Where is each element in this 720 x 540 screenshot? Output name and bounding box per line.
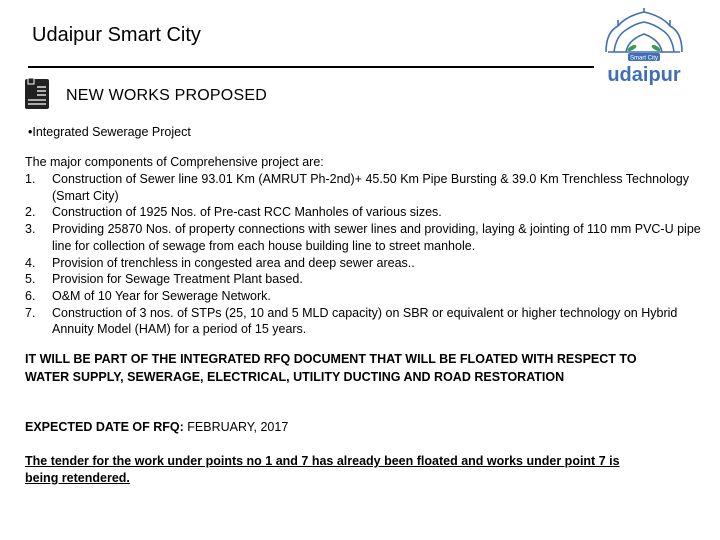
list-item <box>25 288 715 305</box>
palace-emblem-icon <box>606 8 682 52</box>
list-item <box>25 221 715 254</box>
item-text: Provision for Sewage Treatment Plant based. <box>52 272 303 287</box>
item-text: Construction of 1925 Nos. of Pre-cast RCC Manholes of various sizes. <box>52 205 442 220</box>
item-number: 1. <box>25 172 36 186</box>
item-number: 4. <box>25 255 36 270</box>
list-item <box>25 204 715 221</box>
item-number: 5. <box>25 272 36 287</box>
project-bullet: •Integrated Sewerage Project <box>28 125 191 139</box>
list-item <box>25 271 715 288</box>
list-item <box>25 305 715 338</box>
item-text: Construction of Sewer line 93.01 Km (AMRUT Ph-2nd)+ 45.50 Km Pipe Bursting & 39.0 Km Trenchless Technology (Smart City) <box>52 172 690 203</box>
list-item <box>25 171 715 204</box>
logo-small-text: Smart City <box>629 55 659 62</box>
rfq-date-label: EXPECTED DATE OF RFQ: <box>25 420 184 434</box>
leaf-accent-icon <box>627 44 662 52</box>
rfq-note: IT WILL BE PART OF THE INTEGRATED RFQ DOCUMENT THAT WILL BE FLOATED WITH RESPECT TO WATER SUPPLY, SEWERAGE, ELECTRICAL, UTILITY DUCTING AND ROAD RESTORATION <box>25 352 637 384</box>
section-heading: NEW WORKS PROPOSED <box>66 87 267 104</box>
item-text: Construction of 3 nos. of STPs (25, 10 and 5 MLD capacity) on SBR or equivalent or higher technology on Hybrid Annuity Model (HAM) for a period of 15 years. <box>52 305 678 337</box>
tender-note: The tender for the work under points no 1 and 7 has already been floated and works under point 7 is being retendered. <box>25 454 620 485</box>
item-number: 7. <box>25 305 36 320</box>
item-text: Providing 25870 Nos. of property connections with sewer lines and providing, laying & jointing of 110 mm PVC-U pipe line for collection of sewage from each house building line to street manhole. <box>52 222 701 253</box>
page-title: Udaipur Smart City <box>32 24 201 46</box>
item-number: 6. <box>25 288 36 303</box>
item-text: Provision of trenchless in congested area and deep sewer areas.. <box>52 255 415 270</box>
item-number: 3. <box>25 222 36 237</box>
udaipur-smart-city-logo <box>596 8 692 88</box>
item-text: O&M of 10 Year for Sewerage Network. <box>52 288 271 303</box>
list-item <box>25 255 715 272</box>
title-divider <box>28 66 594 68</box>
document-icon <box>24 78 50 110</box>
intro-text: The major components of Comprehensive project are: <box>25 155 324 169</box>
rfq-date-value: FEBRUARY, 2017 <box>187 420 289 434</box>
item-number: 2. <box>25 205 36 220</box>
components-list <box>25 171 715 338</box>
rfq-date <box>25 420 288 434</box>
logo-text: udaipur <box>607 64 681 86</box>
